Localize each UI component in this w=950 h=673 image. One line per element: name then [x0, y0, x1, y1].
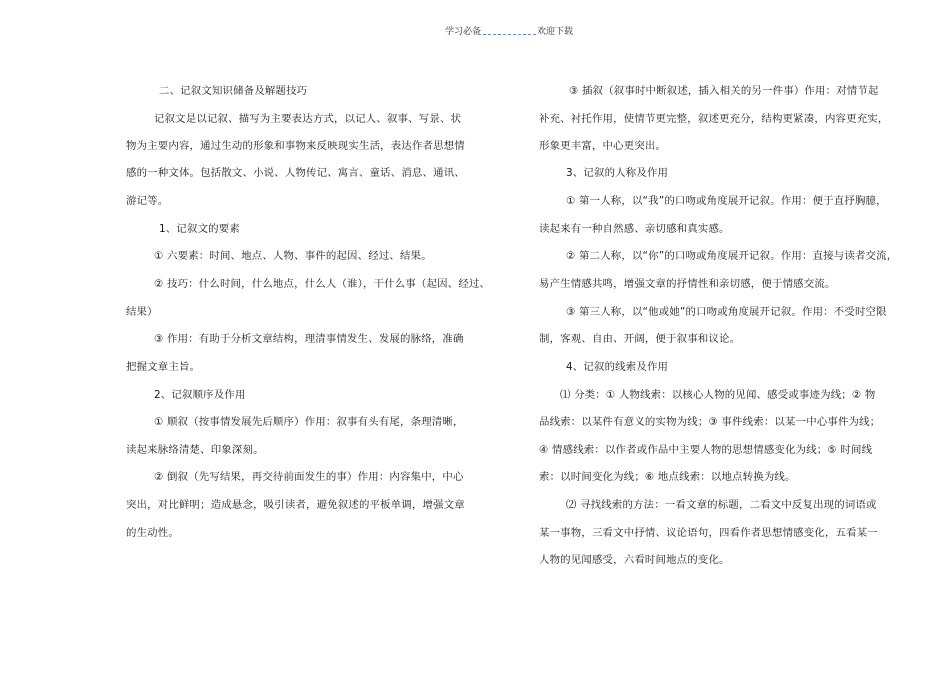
- subheading: 1、记叙文的要素: [159, 223, 240, 235]
- paragraph-line: 易产生情感共鸣，增强文章的抒情性和亲切感，便于情感交流。: [539, 278, 836, 290]
- paragraph-line: 读起来脉络清楚、印象深刻。: [126, 444, 264, 456]
- paragraph-line: ④ 情感线索：以作者或作品中主要人物的思想情感变化为线；⑤ 时间线: [539, 444, 873, 456]
- paragraph-line: 形象更丰富，中心更突出。: [539, 140, 667, 152]
- paragraph-line: 物为主要内容，通过生动的形象和事物来反映现实生活，表达作者思想情: [126, 140, 465, 152]
- paragraph-line: ③ 第三人称，以“他或她”的口吻或角度展开记叙。作用：不受时空限: [566, 306, 887, 318]
- subheading: 4、记叙的线索及作用: [566, 361, 669, 373]
- subheading: 2、记叙顺序及作用: [154, 389, 246, 401]
- section-heading-left: 二、记叙文知识储备及解题技巧: [159, 85, 308, 97]
- header-dashed-rule: [478, 34, 536, 35]
- paragraph-line: 突出，对比鲜明；造成悬念，吸引读者，避免叙述的平板单调，增强文章: [126, 499, 465, 511]
- paragraph-line: ① 第一人称，以“我”的口吻或角度展开记叙。作用：便于直抒胸臆，: [566, 195, 887, 207]
- paragraph-line: 把握文章主旨。: [126, 361, 201, 373]
- subheading: 3、记叙的人称及作用: [566, 167, 669, 179]
- header-left-text: 学习必备: [445, 27, 482, 37]
- paragraph-line: 补充、衬托作用，使情节更完整，叙述更充分，结构更紧凑，内容更充实，: [539, 113, 889, 125]
- paragraph-line: ⑴ 分类：① 人物线索：以核心人物的见闻、感受或事迹为线；② 物: [560, 389, 876, 401]
- paragraph-line: 某一事物，三看文中抒情、议论语句，四看作者思想情感变化，五看某一: [539, 527, 878, 539]
- paragraph-line: 记叙文是以记叙、描写为主要表达方式，以记人、叙事、写景、状: [154, 113, 462, 125]
- paragraph-line: ③ 作用：有助于分析文章结构，理清事情发生、发展的脉络，准确: [154, 333, 464, 345]
- paragraph-line: ② 技巧：什么时间，什么地点，什么人（谁），干什么事（起因、经过、: [154, 278, 491, 290]
- paragraph-line: ② 倒叙（先写结果，再交待前面发生的事）作用：内容集中，中心: [154, 471, 464, 483]
- paragraph-line: 游记等。: [126, 195, 169, 207]
- paragraph-line: 结果）: [126, 306, 158, 318]
- paragraph-line: ① 六要素：时间、地点、人物、事件的起因、经过、结果。: [154, 250, 432, 262]
- paragraph-line: ⑵ 寻找线索的方法：一看文章的标题，二看文中反复出现的词语或: [566, 499, 877, 511]
- paragraph-line: 索：以时间变化为线；⑥ 地点线索：以地点转换为线。: [539, 471, 796, 483]
- page-header: [0, 24, 950, 38]
- paragraph-line: 人物的见闻感受，六看时间地点的变化。: [539, 554, 730, 566]
- paragraph-line: 的生动性。: [126, 527, 179, 539]
- paragraph-line: 读起来有一种自然感、亲切感和真实感。: [539, 223, 730, 235]
- header-right-text: 欢迎下载: [537, 27, 574, 37]
- paragraph-line: ① 顺叙（按事情发展先后顺序）作用：叙事有头有尾，条理清晰，: [154, 416, 464, 428]
- paragraph-line: 品线索：以某件有意义的实物为线；③ 事件线索：以某一中心事件为线；: [539, 416, 881, 428]
- paragraph-line: ③ 插叙（叙事时中断叙述，插入相关的另一件事）作用：对情节起: [569, 85, 879, 97]
- paragraph-line: 感的一种文体。包括散文、小说、人物传记、寓言、童话、消息、通讯、: [126, 167, 465, 179]
- paragraph-line: 制，客观、自由、开阔，便于叙事和议论。: [539, 333, 741, 345]
- paragraph-line: ② 第二人称，以“你”的口吻或角度展开记叙。作用：直接与读者交流，: [566, 250, 898, 262]
